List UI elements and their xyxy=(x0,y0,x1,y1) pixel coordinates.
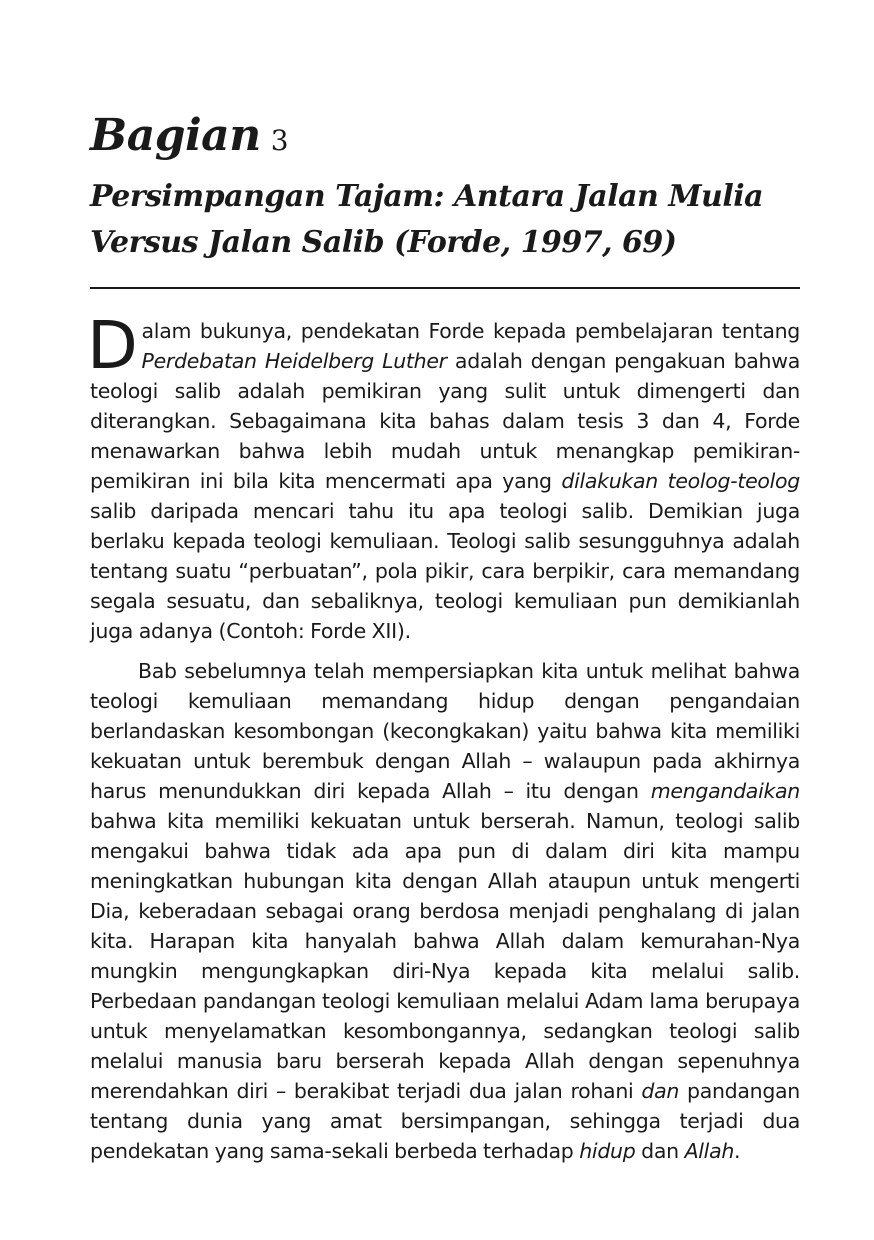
body-text xyxy=(87,307,800,1166)
chapter-heading xyxy=(90,106,288,171)
text-run: pandangan tentang dunia yang amat bersimpangan, sehingga terjadi dua pendekatan yang sama-sekali berbeda terhadap xyxy=(90,1079,800,1163)
text-run: salib daripada mencari tahu itu apa teologi salib. Demikian juga berlaku kepada teologi kemuliaan. Teologi salib sesungguhnya adalah tentang suatu “perbuatan”, pola pikir, cara berpikir, cara memandang segala sesuatu, dan sebaliknya, teologi kemuliaan pun demikianlah juga adanya (Contoh: Forde XII). xyxy=(90,499,800,643)
italic-text: dilakukan teolog-teolog xyxy=(561,469,800,493)
drop-cap: D xyxy=(87,307,138,384)
chapter-title: Persimpangan Tajam: Antara Jalan Mulia Versus Jalan Salib (Forde, 1997, 69) xyxy=(90,179,764,260)
chapter-number: 3 xyxy=(270,124,289,157)
text-run: . xyxy=(734,1139,741,1163)
italic-text: Perdebatan Heidelberg Luther xyxy=(141,349,447,373)
text-run: adalah dengan pengakuan bahwa teologi salib adalah pemikiran yang sulit untuk dimengerti dan diterangkan. Sebagaimana kita bahas dalam tesis 3 dan 4, Forde menawarkan bahwa lebih mudah untuk menangkap pemikiran-pemikiran ini bila kita mencermati apa yang xyxy=(90,349,800,493)
italic-text: dan xyxy=(641,1079,680,1103)
text-run: Bab sebelumnya telah mempersiapkan kita untuk melihat bahwa teologi kemuliaan memandang hidup dengan pengandaian berlandaskan kesombongan (kecongkakan) yaitu bahwa kita memiliki kekuatan untuk berembuk dengan Allah – walaupun pada akhirnya harus menundukkan diri kepada Allah – itu dengan xyxy=(90,659,800,803)
title-divider xyxy=(90,287,800,289)
text-run: alam bukunya, pendekatan Forde kepada pembelajaran tentang xyxy=(141,319,800,343)
text-run: dan xyxy=(635,1139,685,1163)
text-run: bahwa kita memiliki kekuatan untuk berserah. Namun, teologi salib mengakui bahwa tidak ada apa pun di dalam diri kita mampu meningkatkan hubungan kita dengan Allah ataupun untuk mengerti Dia, keberadaan sebagai orang berdosa menjadi penghalang di jalan kita. Harapan kita hanyalah bahwa Allah dalam kemurahan-Nya mungkin mengungkapkan diri-Nya kepada kita melalui salib. Perbedaan pandangan teologi kemuliaan melalui Adam lama berupaya untuk menyelamatkan kesombongannya, sedangkan teologi salib melalui manusia baru berserah kepada Allah dengan sepenuhnya merendahkan diri – berakibat terjadi dua jalan rohani xyxy=(90,809,800,1103)
italic-text: mengandaikan xyxy=(650,779,800,803)
paragraph-2 xyxy=(90,656,800,1166)
italic-text: hidup xyxy=(579,1139,636,1163)
chapter-label: Bagian xyxy=(90,110,261,161)
paragraph-1 xyxy=(87,307,800,646)
italic-text: Allah xyxy=(684,1139,735,1163)
